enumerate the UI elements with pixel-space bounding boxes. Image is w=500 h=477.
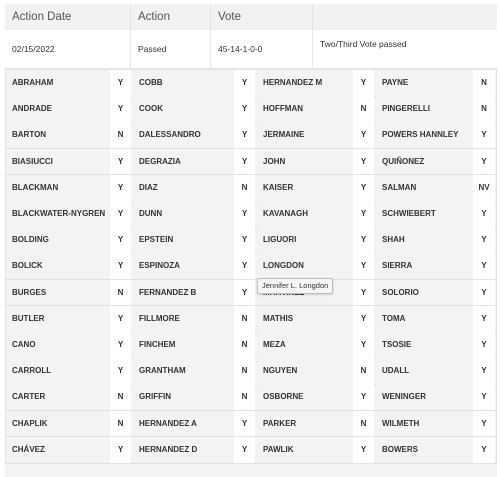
member-vote: Y [473,358,495,384]
member-name[interactable]: POWERS HANNLEY [376,122,473,148]
member-vote: Y [473,437,495,463]
member-name[interactable]: KAVANAGH [257,201,353,227]
member-name[interactable]: CHÁVEZ [6,437,110,463]
vote-row [6,70,496,96]
member-name[interactable]: SOLORIO [376,280,473,306]
member-vote: N [234,358,255,384]
member-name[interactable]: PINGERELLI [376,96,473,122]
header-action-date: Action Date [5,4,131,30]
member-name[interactable]: BURGES [6,280,110,306]
member-vote: N [234,384,255,410]
member-vote: N [234,332,255,358]
vote-row [6,411,496,437]
member-name[interactable]: WENINGER [376,384,473,410]
member-vote: Y [353,253,374,279]
member-vote: N [353,96,374,122]
member-vote: Y [353,306,374,332]
member-name[interactable]: HERNANDEZ D [133,437,234,463]
header-action: Action [131,4,211,30]
member-name[interactable]: DUNN [133,201,234,227]
vote-row [6,253,496,279]
member-vote: Y [234,149,255,175]
member-name[interactable]: COOK [133,96,234,122]
member-vote: N [110,411,131,437]
member-name[interactable]: LIGUORI [257,227,353,253]
member-vote: Y [110,332,131,358]
member-name[interactable]: HERNANDEZ M [257,70,353,96]
member-vote: Y [234,227,255,253]
member-name[interactable]: DALESSANDRO [133,122,234,148]
member-vote: Y [353,70,374,96]
member-name[interactable]: FERNANDEZ B [133,280,234,306]
member-vote: Y [234,122,255,148]
member-name[interactable]: TOMA [376,306,473,332]
member-vote: Y [473,280,495,306]
member-name[interactable]: OSBORNE [257,384,353,410]
member-name[interactable]: FINCHEM [133,332,234,358]
member-name[interactable]: ABRAHAM [6,70,110,96]
member-vote: Y [353,280,374,306]
member-name[interactable]: FILLMORE [133,306,234,332]
member-name[interactable]: LONGDON [257,253,353,279]
member-name[interactable]: QUIÑONEZ [376,149,473,175]
vote-row [6,384,496,410]
member-name[interactable]: SIERRA [376,253,473,279]
member-vote: Y [353,332,374,358]
member-vote: N [353,358,374,384]
member-name[interactable]: KAISER [257,175,353,201]
member-vote: N [110,280,131,306]
member-vote: Y [110,437,131,463]
member-name[interactable]: BLACKMAN [6,175,110,201]
grid-footer [5,463,497,477]
member-vote: Y [353,175,374,201]
member-name[interactable]: PAYNE [376,70,473,96]
member-vote: Y [234,411,255,437]
member-vote: Y [234,253,255,279]
member-name[interactable]: BOLICK [6,253,110,279]
action-value: Passed [131,30,211,69]
vote-row [6,96,496,122]
header-blank [313,4,497,30]
roll-call-grid [5,69,497,463]
member-vote: Y [473,253,495,279]
member-name[interactable]: DIAZ [133,175,234,201]
vote-tally-value: 45-14-1-0-0 [211,30,313,69]
member-vote: N [234,306,255,332]
member-vote: Y [353,201,374,227]
member-vote: Y [110,227,131,253]
member-vote: Y [353,227,374,253]
member-name[interactable]: PARKER [257,411,353,437]
member-name[interactable]: TSOSIE [376,332,473,358]
member-name[interactable]: DEGRAZIA [133,149,234,175]
summary-row [5,30,497,69]
member-name[interactable]: EPSTEIN [133,227,234,253]
vote-row [6,201,496,227]
vote-row [6,227,496,253]
summary-header [5,4,497,30]
member-vote: Y [234,201,255,227]
member-vote: Y [473,201,495,227]
vote-row [6,149,496,175]
member-vote: Y [110,358,131,384]
member-name[interactable]: BOLDING [6,227,110,253]
member-vote: Y [110,70,131,96]
member-name[interactable]: SALMAN [376,175,473,201]
vote-row [6,122,496,148]
vote-row [6,332,496,358]
member-vote: Y [110,175,131,201]
member-name[interactable]: PAWLIK [257,437,353,463]
member-name[interactable]: NGUYEN [257,358,353,384]
member-vote: Y [110,306,131,332]
member-vote: Y [234,437,255,463]
member-name[interactable]: GRANTHAM [133,358,234,384]
member-vote: Y [473,384,495,410]
member-vote: Y [110,253,131,279]
member-name[interactable]: CHAPLIK [6,411,110,437]
member-vote: NV [473,175,495,201]
vote-row [6,437,496,463]
member-vote: N [473,96,495,122]
member-vote: Y [234,96,255,122]
member-vote: Y [353,122,374,148]
member-name[interactable]: COBB [133,70,234,96]
vote-row [6,175,496,201]
member-name[interactable]: CANO [6,332,110,358]
member-name[interactable]: MATHIS [257,306,353,332]
member-vote: N [110,384,131,410]
member-name[interactable]: GRIFFIN [133,384,234,410]
member-name[interactable]: HERNANDEZ A [133,411,234,437]
member-name[interactable]: JOHN [257,149,353,175]
member-vote: Y [353,149,374,175]
member-name[interactable]: CARTER [6,384,110,410]
member-vote: N [473,70,495,96]
member-vote: Y [473,332,495,358]
member-name[interactable]: BOWERS [376,437,473,463]
member-name[interactable]: ANDRADE [6,96,110,122]
member-vote: Y [234,70,255,96]
vote-row [6,280,496,306]
member-vote: N [353,411,374,437]
vote-row [6,306,496,332]
member-vote: Y [110,201,131,227]
member-vote: Y [110,96,131,122]
member-vote: Y [473,411,495,437]
member-vote: Y [110,149,131,175]
member-vote: N [110,122,131,148]
member-vote: Y [353,384,374,410]
action-date-value: 02/15/2022 [5,30,131,69]
member-tooltip: Jennifer L. Longdon [257,278,333,294]
member-name[interactable]: SHAH [376,227,473,253]
member-vote: Y [473,306,495,332]
member-vote: Y [353,437,374,463]
member-name[interactable]: HOFFMAN [257,96,353,122]
member-name[interactable]: ESPINOZA [133,253,234,279]
member-vote: Y [234,280,255,306]
member-vote: N [234,175,255,201]
header-vote: Vote [211,4,313,30]
member-name[interactable]: CARROLL [6,358,110,384]
member-vote: Y [473,227,495,253]
action-summary-table [5,4,497,69]
vote-note: Two/Third Vote passed [320,39,407,49]
member-name[interactable]: BIASIUCCI [6,149,110,175]
member-name[interactable]: BUTLER [6,306,110,332]
member-vote: Y [473,149,495,175]
member-name[interactable]: WILMETH [376,411,473,437]
vote-row [6,358,496,384]
member-name[interactable]: BARTON [6,122,110,148]
member-vote: Y [473,122,495,148]
member-name[interactable]: UDALL [376,358,473,384]
member-name[interactable]: SCHWIEBERT [376,201,473,227]
member-name[interactable]: MEZA [257,332,353,358]
member-name[interactable]: JERMAINE [257,122,353,148]
member-name[interactable]: BLACKWATER-NYGREN [6,201,110,227]
